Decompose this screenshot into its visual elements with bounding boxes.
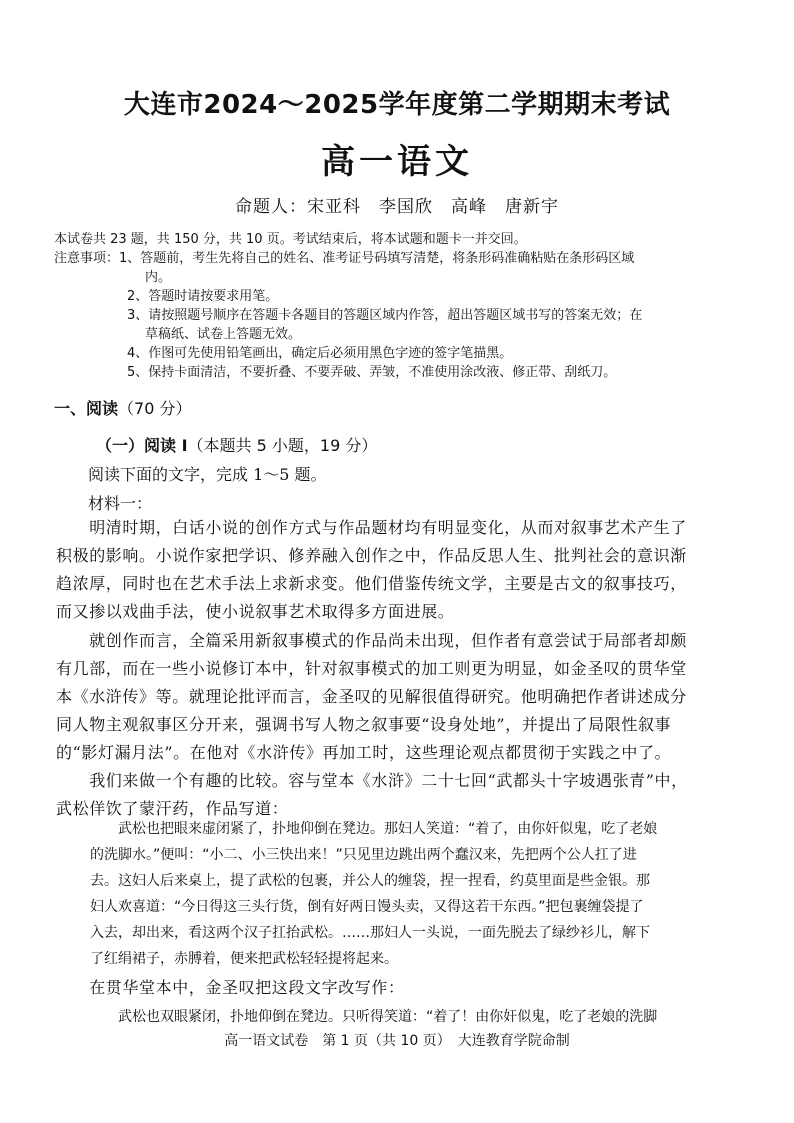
notes-item-2: 2、答题时请按要求用笔。 (127, 289, 279, 304)
section-heading-text: 一、阅读 (54, 399, 119, 418)
quote-line: 武松也双眼紧闭，扑地仰倒在凳边。只听得笑道：“着了！由你奸似鬼，吃了老娘的洗脚 (118, 1009, 658, 1025)
quote-line: 了红绢裙子，赤膊着，便来把武松轻轻提将起来。 (90, 951, 398, 967)
paragraph-1 (56, 514, 746, 626)
paragraph-line: 在贯华堂本中，金圣叹把这段文字改写作： (56, 978, 405, 997)
paragraph-3 (56, 974, 746, 1002)
exam-notes (54, 230, 744, 382)
notes-intro: 本试卷共 23 题，共 150 分，共 10 页。考试结束后，将本试题和题卡一并交回。 (54, 232, 527, 247)
page-footer: 高一语文试卷 第 1 页（共 10 页） 大连教育学院命制 (224, 1033, 570, 1049)
paragraph-line: 武松佯饮了蒙汗药，作品写道： (56, 799, 289, 818)
subsection-title: （一）阅读 I (96, 436, 188, 455)
section-score: （70 分） (118, 399, 192, 418)
paragraph-line: 本《水浒传》等。就理论批评而言，金圣叹的见解很值得研究。他明确把作者讲述成分 (56, 687, 687, 706)
exam-title: 大连市2024～2025学年度第二学期期末考试 (123, 90, 671, 120)
subject-title: 高一语文 (321, 142, 473, 182)
paragraph-line: 同人物主观叙事区分开来，强调书写人物之叙事要“设身处地”，并提出了局限性叙事 (56, 715, 672, 734)
quote-block-1 (90, 816, 730, 972)
paragraph-line: 就创作而言，全篇采用新叙事模式的作品尚未出现，但作者有意尝试于局部者却颇 (56, 631, 687, 650)
paragraph-line: 我们来做一个有趣的比较。容与堂本《水浒》二十七回“武都头十字坡遇张青”中， (56, 771, 688, 790)
authors-line: 命题人：宋亚科 李国欣 高峰 唐新宇 (235, 197, 559, 217)
subsection-detail: （本题共 5 小题，19 分） (187, 436, 378, 455)
quote-block-2 (90, 1004, 730, 1030)
material-label: 材料一： (88, 494, 153, 513)
paragraph-line: 而又掺以戏曲手法，使小说叙事艺术取得多方面进展。 (56, 602, 455, 621)
paragraph-line: 有几部，而在一些小说修订本中，针对叙事模式的加工则更为明显，如金圣叹的贯华堂 (56, 659, 687, 678)
notes-item-3: 3、请按照题号顺序在答题卡各题目的答题区域内作答，超出答题区域书写的答案无效；在 (127, 308, 643, 323)
quote-line: 妇人欢喜道：“今日得这三头行货，倒有好两日馒头卖，又得这若干东西。”把包裹缠袋提了 (90, 899, 644, 915)
quote-line: 去。这妇人后来桌上，提了武松的包裹，并公人的缠袋，捏一捏看，约莫里面是些金银。那 (90, 873, 650, 889)
section-heading (54, 396, 191, 419)
paragraph-line: 明清时期，白话小说的创作方式与作品题材均有明显变化，从而对叙事艺术产生了 (56, 518, 687, 537)
quote-line: 入去，却出来，看这两个汉子扛抬武松。……那妇人一头说，一面先脱去了绿纱衫儿，解下 (90, 925, 650, 941)
paragraph-line: 积极的影响。小说作家把学识、修养融入创作之中，作品反思人生、批判社会的意识渐 (56, 546, 687, 565)
notes-item-3-cont: 草稿纸、试卷上答题无效。 (145, 327, 302, 342)
notes-item-5: 5、保持卡面清洁，不要折叠、不要弄破、弄皱，不准使用涂改液、修正带、刮纸刀。 (127, 365, 617, 380)
notes-item-4: 4、作图可先使用铅笔画出，确定后必须用黑色字迹的签字笔描黑。 (127, 346, 513, 361)
paragraph-2 (56, 627, 746, 823)
paragraph-line: 的“影灯漏月法”。在他对《水浒传》再加工时，这些理论观点都贯彻于实践之中了。 (56, 743, 672, 762)
paragraph-line: 趋浓厚，同时也在艺术手法上求新求变。他们借鉴传统文学，主要是古文的叙事技巧， (56, 574, 687, 593)
subsection-heading (96, 433, 377, 456)
reading-instruction: 阅读下面的文字，完成 1～5 题。 (88, 465, 327, 484)
quote-line: 的洗脚水。”便叫：“小二、小三快出来！”只见里边跳出两个蠢汉来，先把两个公人扛了进 (90, 847, 637, 863)
notes-item-1-cont: 内。 (145, 270, 172, 285)
quote-line: 武松也把眼来虚闭紧了，扑地仰倒在凳边。那妇人笑道：“着了，由你奸似鬼，吃了老娘 (118, 821, 658, 837)
notes-label: 注意事项： (54, 251, 120, 266)
notes-item-1-text: 1、答题前，考生先将自己的姓名、准考证号码填写清楚，将条形码准确粘贴在条形码区域 (119, 251, 635, 266)
notes-item-1 (54, 249, 744, 268)
